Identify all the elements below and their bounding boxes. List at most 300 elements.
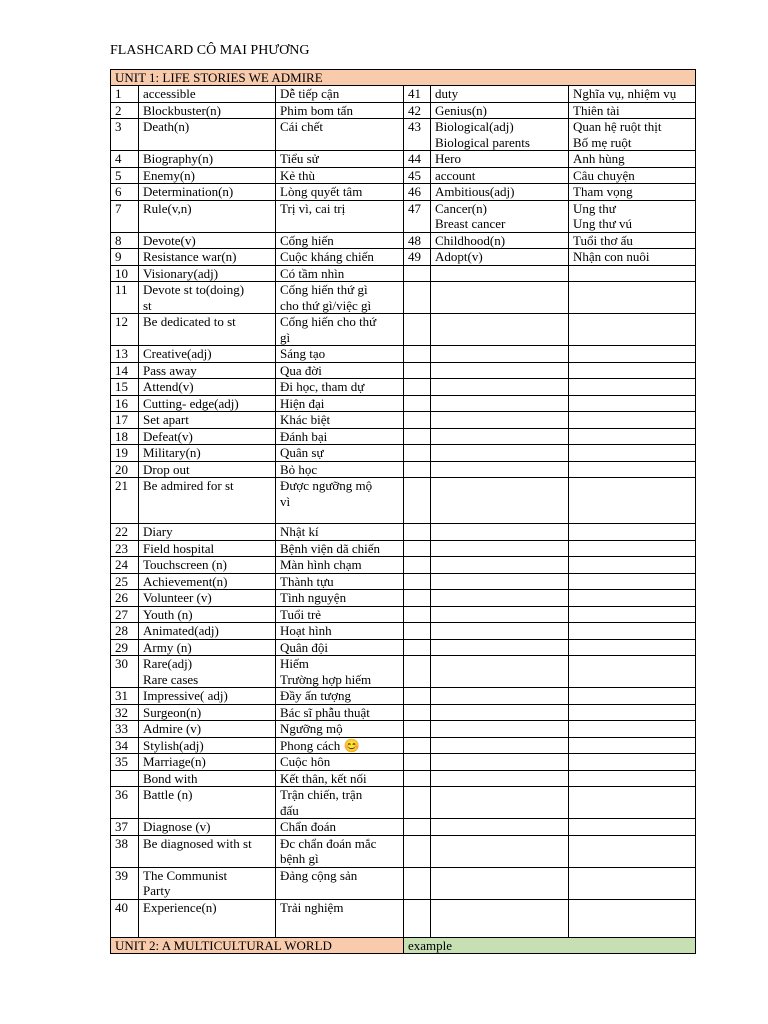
- entry-number: 32: [111, 704, 139, 721]
- entry-meaning: [276, 524, 404, 541]
- table-row: [111, 590, 696, 607]
- unit1-header-row: [111, 70, 696, 86]
- entry-term-line: Blockbuster(n): [143, 102, 221, 118]
- entry-term-line: Childhood(n): [435, 232, 506, 248]
- empty-cell: [431, 540, 569, 557]
- entry-meaning: [276, 184, 404, 201]
- table-row: [111, 656, 696, 688]
- entry-term-line: Biological parents: [435, 134, 530, 150]
- entry-number: 9: [111, 249, 139, 266]
- entry-term-line: Rare cases: [143, 671, 199, 687]
- table-row: [111, 540, 696, 557]
- entry-meaning: [569, 86, 696, 103]
- empty-cell: [569, 379, 696, 396]
- entry-meaning-line: Đi học, tham dự: [280, 379, 365, 394]
- entry-term-line: Experience(n): [143, 899, 217, 915]
- entry-meaning: [276, 704, 404, 721]
- table-row: [111, 102, 696, 119]
- entry-term: [139, 428, 276, 445]
- entry-term-line: Diary: [143, 524, 173, 539]
- table-row: [111, 704, 696, 721]
- entry-term-line: Volunteer (v): [143, 590, 212, 605]
- empty-cell: [431, 478, 569, 524]
- empty-cell: [569, 557, 696, 574]
- entry-term-line: Biography(n): [143, 151, 214, 166]
- entry-meaning: [276, 249, 404, 266]
- entry-term: [139, 445, 276, 462]
- entry-number: 19: [111, 445, 139, 462]
- entry-meaning-line: Bác sĩ phẫu thuật: [280, 704, 370, 720]
- entry-term-line: Breast cancer: [435, 216, 506, 231]
- entry-meaning-line: Khác biệt: [280, 412, 331, 427]
- entry-meaning-line: Được ngưỡng mộ: [280, 478, 373, 493]
- entry-term: [139, 362, 276, 379]
- entry-meaning-line: Màn hình chạm: [280, 557, 362, 572]
- entry-meaning: [276, 412, 404, 429]
- table-row: [111, 282, 696, 314]
- empty-cell: [569, 540, 696, 557]
- entry-term: [431, 151, 569, 168]
- entry-meaning: [276, 754, 404, 771]
- entry-term-line: Surgeon(n): [143, 704, 202, 720]
- empty-cell: [431, 395, 569, 412]
- table-row: [111, 639, 696, 656]
- entry-term-line: Determination(n): [143, 184, 234, 199]
- entry-term: [431, 232, 569, 249]
- empty-cell: [404, 362, 431, 379]
- empty-cell: [569, 362, 696, 379]
- entry-term: [139, 119, 276, 151]
- entry-term: [139, 282, 276, 314]
- empty-cell: [569, 770, 696, 787]
- table-row: [111, 461, 696, 478]
- empty-cell: [404, 770, 431, 787]
- entry-term: [139, 688, 276, 705]
- empty-cell: [404, 379, 431, 396]
- entry-number: 5: [111, 167, 139, 184]
- empty-cell: [431, 721, 569, 738]
- empty-cell: [569, 346, 696, 363]
- table-row: [111, 754, 696, 771]
- entry-number: 3: [111, 119, 139, 151]
- empty-cell: [431, 737, 569, 754]
- entry-term: [431, 200, 569, 232]
- entry-meaning-line: Thiên tài: [573, 102, 620, 118]
- empty-cell: [404, 704, 431, 721]
- entry-term-line: Be admired for st: [143, 478, 234, 493]
- entry-term: [139, 867, 276, 899]
- entry-term-line: duty: [435, 86, 459, 101]
- entry-meaning-line: Nghĩa vụ, nhiệm vụ: [573, 86, 677, 101]
- empty-cell: [569, 835, 696, 867]
- entry-term: [139, 184, 276, 201]
- empty-cell: [431, 314, 569, 346]
- entry-term-line: Cancer(n): [435, 200, 487, 216]
- entry-number: 35: [111, 754, 139, 771]
- entry-meaning: [569, 119, 696, 151]
- entry-term: [139, 314, 276, 346]
- entry-meaning: [276, 867, 404, 899]
- empty-cell: [431, 461, 569, 478]
- entry-number: 49: [404, 249, 431, 266]
- entry-number: 21: [111, 478, 139, 524]
- entry-term-line: Visionary(adj): [143, 265, 219, 281]
- entry-number: 18: [111, 428, 139, 445]
- empty-cell: [431, 282, 569, 314]
- entry-meaning: [276, 737, 404, 754]
- table-row: [111, 478, 696, 524]
- entry-meaning: [276, 639, 404, 656]
- entry-number: 25: [111, 573, 139, 590]
- entry-term-line: Rule(v,n): [143, 200, 192, 216]
- empty-cell: [431, 346, 569, 363]
- empty-cell: [404, 835, 431, 867]
- empty-cell: [569, 314, 696, 346]
- entry-term-line: Set apart: [143, 412, 189, 427]
- entry-meaning: [276, 445, 404, 462]
- entry-term-line: Youth (n): [143, 606, 193, 622]
- empty-cell: [404, 346, 431, 363]
- unit2-example: example: [404, 938, 696, 954]
- empty-cell: [569, 573, 696, 590]
- entry-meaning-line: Dễ tiếp cận: [280, 86, 340, 101]
- entry-term: [431, 102, 569, 119]
- entry-term-line: Defeat(v): [143, 428, 193, 444]
- entry-meaning-line: Trận chiến, trận: [280, 787, 363, 802]
- empty-cell: [569, 395, 696, 412]
- entry-term-line: Adopt(v): [435, 249, 483, 264]
- entry-number: 17: [111, 412, 139, 429]
- entry-meaning-line: Thành tựu: [280, 573, 334, 589]
- entry-term-line: Impressive( adj): [143, 688, 228, 703]
- entry-term: [139, 412, 276, 429]
- entry-meaning: [276, 379, 404, 396]
- entry-meaning: [276, 461, 404, 478]
- entry-meaning-line: Phim bom tấn: [280, 102, 353, 118]
- empty-cell: [431, 623, 569, 640]
- entry-meaning-line: Tuổi thơ ấu: [573, 232, 633, 248]
- entry-number: 26: [111, 590, 139, 607]
- entry-term-line: Touchscreen (n): [143, 557, 227, 572]
- entry-number: 7: [111, 200, 139, 232]
- entry-meaning-line: Quan hệ ruột thịt: [573, 119, 662, 134]
- entry-term: [139, 346, 276, 363]
- entry-number: 34: [111, 737, 139, 754]
- entry-meaning: [276, 623, 404, 640]
- entry-meaning-line: Tham vọng: [573, 184, 633, 199]
- entry-term: [431, 86, 569, 103]
- entry-meaning-line: Kết thân, kết nối: [280, 770, 367, 786]
- entry-meaning-line: Ung thư: [573, 200, 616, 216]
- entry-meaning-line: Qua đời: [280, 362, 322, 378]
- entry-meaning-line: bệnh gì: [280, 851, 319, 866]
- table-row: [111, 200, 696, 232]
- entry-term-line: Achievement(n): [143, 573, 228, 589]
- entry-meaning-line: Anh hùng: [573, 151, 625, 166]
- entry-number: [111, 770, 139, 787]
- entry-meaning: [569, 232, 696, 249]
- unit2-table: [110, 937, 696, 954]
- entry-meaning-line: Đc chẩn đoán mắc: [280, 835, 377, 851]
- entry-term-line: st: [143, 297, 152, 313]
- entry-meaning: [276, 590, 404, 607]
- entry-term-line: accessible: [143, 86, 196, 101]
- entry-meaning-line: Hiếm: [280, 656, 309, 671]
- entry-meaning: [276, 557, 404, 574]
- entry-term-line: Ambitious(adj): [435, 184, 515, 199]
- empty-cell: [569, 819, 696, 836]
- entry-meaning: [276, 346, 404, 363]
- empty-cell: [431, 379, 569, 396]
- empty-cell: [569, 639, 696, 656]
- entry-term: [139, 232, 276, 249]
- empty-cell: [404, 412, 431, 429]
- entry-number: 38: [111, 835, 139, 867]
- entry-meaning: [276, 606, 404, 623]
- entry-meaning-line: Kẻ thù: [280, 167, 316, 183]
- entry-meaning: [276, 656, 404, 688]
- entry-number: 43: [404, 119, 431, 151]
- table-row: [111, 249, 696, 266]
- entry-number: 31: [111, 688, 139, 705]
- empty-cell: [569, 265, 696, 282]
- entry-term-line: Animated(adj): [143, 623, 219, 638]
- table-row: [111, 835, 696, 867]
- entry-meaning: [276, 835, 404, 867]
- empty-cell: [569, 461, 696, 478]
- entry-meaning-line: Đánh bại: [280, 428, 328, 444]
- table-row: [111, 119, 696, 151]
- entry-meaning: [276, 232, 404, 249]
- empty-cell: [404, 461, 431, 478]
- empty-cell: [431, 265, 569, 282]
- entry-meaning: [569, 102, 696, 119]
- entry-meaning-line: cho thứ gì/việc gì: [280, 297, 372, 313]
- empty-cell: [404, 282, 431, 314]
- table-row: [111, 167, 696, 184]
- entry-meaning-line: Ung thư vú: [573, 216, 633, 231]
- entry-number: 13: [111, 346, 139, 363]
- entry-number: 30: [111, 656, 139, 688]
- entry-meaning: [276, 167, 404, 184]
- entry-meaning-line: Câu chuyện: [573, 167, 635, 183]
- entry-number: 8: [111, 232, 139, 249]
- empty-cell: [431, 770, 569, 787]
- empty-cell: [404, 590, 431, 607]
- table-row: [111, 867, 696, 899]
- entry-term: [431, 119, 569, 151]
- entry-term-line: Military(n): [143, 445, 201, 460]
- table-row: [111, 86, 696, 103]
- table-row: [111, 151, 696, 168]
- empty-cell: [404, 754, 431, 771]
- entry-term: [139, 656, 276, 688]
- entry-term-line: Devote(v): [143, 232, 196, 248]
- entry-number: 39: [111, 867, 139, 899]
- entry-meaning-line: Tình nguyện: [280, 590, 347, 605]
- empty-cell: [404, 639, 431, 656]
- entry-term-line: Genius(n): [435, 102, 487, 118]
- entry-meaning: [276, 151, 404, 168]
- entry-meaning: [276, 688, 404, 705]
- empty-cell: [569, 445, 696, 462]
- unit1-vocabulary-table: [110, 69, 696, 946]
- entry-term: [139, 265, 276, 282]
- empty-cell: [431, 639, 569, 656]
- empty-cell: [431, 412, 569, 429]
- entry-term-line: Diagnose (v): [143, 819, 211, 834]
- empty-cell: [569, 787, 696, 819]
- empty-cell: [404, 787, 431, 819]
- entry-term-line: Rare(adj): [143, 656, 193, 671]
- empty-cell: [404, 867, 431, 899]
- table-row: [111, 606, 696, 623]
- table-row: [111, 770, 696, 787]
- entry-meaning-line: Tuổi trẻ: [280, 606, 322, 622]
- empty-cell: [569, 412, 696, 429]
- empty-cell: [431, 835, 569, 867]
- entry-meaning: [276, 314, 404, 346]
- empty-cell: [569, 867, 696, 899]
- entry-meaning-line: Nhận con nuôi: [573, 249, 650, 264]
- empty-cell: [404, 395, 431, 412]
- empty-cell: [404, 721, 431, 738]
- entry-term-line: The Communist: [143, 867, 228, 883]
- empty-cell: [404, 557, 431, 574]
- empty-cell: [431, 754, 569, 771]
- table-row: [111, 184, 696, 201]
- empty-cell: [431, 787, 569, 819]
- empty-cell: [431, 445, 569, 462]
- table-row: [111, 395, 696, 412]
- entry-number: 29: [111, 639, 139, 656]
- empty-cell: [404, 623, 431, 640]
- entry-meaning: [569, 249, 696, 266]
- entry-meaning-line: Đảng cộng sản: [280, 867, 358, 883]
- entry-meaning-line: Tiểu sử: [280, 151, 319, 166]
- entry-term-line: Field hospital: [143, 540, 215, 556]
- entry-meaning-line: Cống hiến: [280, 232, 334, 248]
- entry-meaning-line: Bố mẹ ruột: [573, 134, 632, 150]
- entry-meaning-line: Có tầm nhìn: [280, 265, 345, 281]
- table-row: [111, 379, 696, 396]
- entry-term-line: Army (n): [143, 639, 192, 655]
- empty-cell: [431, 428, 569, 445]
- entry-meaning: [569, 151, 696, 168]
- table-row: [111, 573, 696, 590]
- empty-cell: [404, 445, 431, 462]
- table-row: [111, 346, 696, 363]
- entry-number: 33: [111, 721, 139, 738]
- empty-cell: [569, 688, 696, 705]
- unit2-header: UNIT 2: A MULTICULTURAL WORLD: [111, 938, 404, 954]
- entry-meaning-line: Trải nghiệm: [280, 899, 344, 915]
- empty-cell: [404, 314, 431, 346]
- entry-term: [139, 721, 276, 738]
- entry-term-line: Cutting- edge(adj): [143, 395, 239, 411]
- empty-cell: [569, 428, 696, 445]
- empty-cell: [569, 590, 696, 607]
- entry-meaning-line: Quân đội: [280, 639, 329, 655]
- entry-meaning-line: Phong cách 😊: [280, 737, 360, 753]
- entry-meaning-line: vì: [280, 493, 291, 509]
- entry-meaning-line: Sáng tạo: [280, 346, 326, 361]
- entry-term-line: Creative(adj): [143, 346, 212, 361]
- entry-term: [139, 395, 276, 412]
- empty-cell: [569, 606, 696, 623]
- document-title: FLASHCARD CÔ MAI PHƯƠNG: [110, 43, 310, 58]
- entry-term: [139, 754, 276, 771]
- entry-number: 45: [404, 167, 431, 184]
- entry-meaning-line: gì: [280, 329, 291, 345]
- entry-number: 14: [111, 362, 139, 379]
- table-row: [111, 445, 696, 462]
- entry-term-line: Be diagnosed with st: [143, 835, 252, 851]
- entry-term: [139, 524, 276, 541]
- entry-term: [139, 151, 276, 168]
- entry-number: 24: [111, 557, 139, 574]
- entry-term: [431, 167, 569, 184]
- entry-meaning: [276, 428, 404, 445]
- entry-meaning: [276, 86, 404, 103]
- table-row: [111, 428, 696, 445]
- entry-term: [139, 461, 276, 478]
- entry-meaning-line: Bỏ học: [280, 461, 318, 477]
- table-row: [111, 232, 696, 249]
- entry-term-line: Admire (v): [143, 721, 202, 736]
- entry-meaning-line: Chẩn đoán: [280, 819, 336, 834]
- entry-meaning: [276, 282, 404, 314]
- entry-meaning-line: Nhật kí: [280, 524, 319, 539]
- entry-term-line: Devote st to(doing): [143, 282, 245, 297]
- entry-term: [139, 102, 276, 119]
- entry-number: 44: [404, 151, 431, 168]
- entry-number: 40: [111, 899, 139, 945]
- empty-cell: [404, 737, 431, 754]
- entry-term: [139, 557, 276, 574]
- entry-meaning-line: Ngưỡng mộ: [280, 721, 343, 736]
- empty-cell: [404, 524, 431, 541]
- empty-cell: [431, 656, 569, 688]
- empty-cell: [404, 265, 431, 282]
- entry-number: 12: [111, 314, 139, 346]
- empty-cell: [431, 557, 569, 574]
- entry-meaning-line: Cống hiến cho thứ: [280, 314, 377, 329]
- entry-term-line: Stylish(adj): [143, 737, 204, 753]
- entry-term: [139, 167, 276, 184]
- entry-number: 37: [111, 819, 139, 836]
- entry-term: [139, 86, 276, 103]
- empty-cell: [431, 573, 569, 590]
- entry-term: [431, 249, 569, 266]
- unit2-header-row: [111, 938, 696, 954]
- entry-meaning: [276, 200, 404, 232]
- empty-cell: [404, 819, 431, 836]
- entry-number: 28: [111, 623, 139, 640]
- empty-cell: [404, 478, 431, 524]
- entry-term: [139, 704, 276, 721]
- entry-term-line: Drop out: [143, 461, 190, 477]
- empty-cell: [569, 623, 696, 640]
- entry-meaning-line: Cái chết: [280, 119, 323, 134]
- entry-meaning-line: Hiện đại: [280, 395, 325, 411]
- empty-cell: [431, 524, 569, 541]
- entry-number: 10: [111, 265, 139, 282]
- empty-cell: [404, 688, 431, 705]
- entry-term-line: Death(n): [143, 119, 190, 134]
- entry-meaning: [276, 265, 404, 282]
- unit1-header: UNIT 1: LIFE STORIES WE ADMIRE: [111, 70, 696, 86]
